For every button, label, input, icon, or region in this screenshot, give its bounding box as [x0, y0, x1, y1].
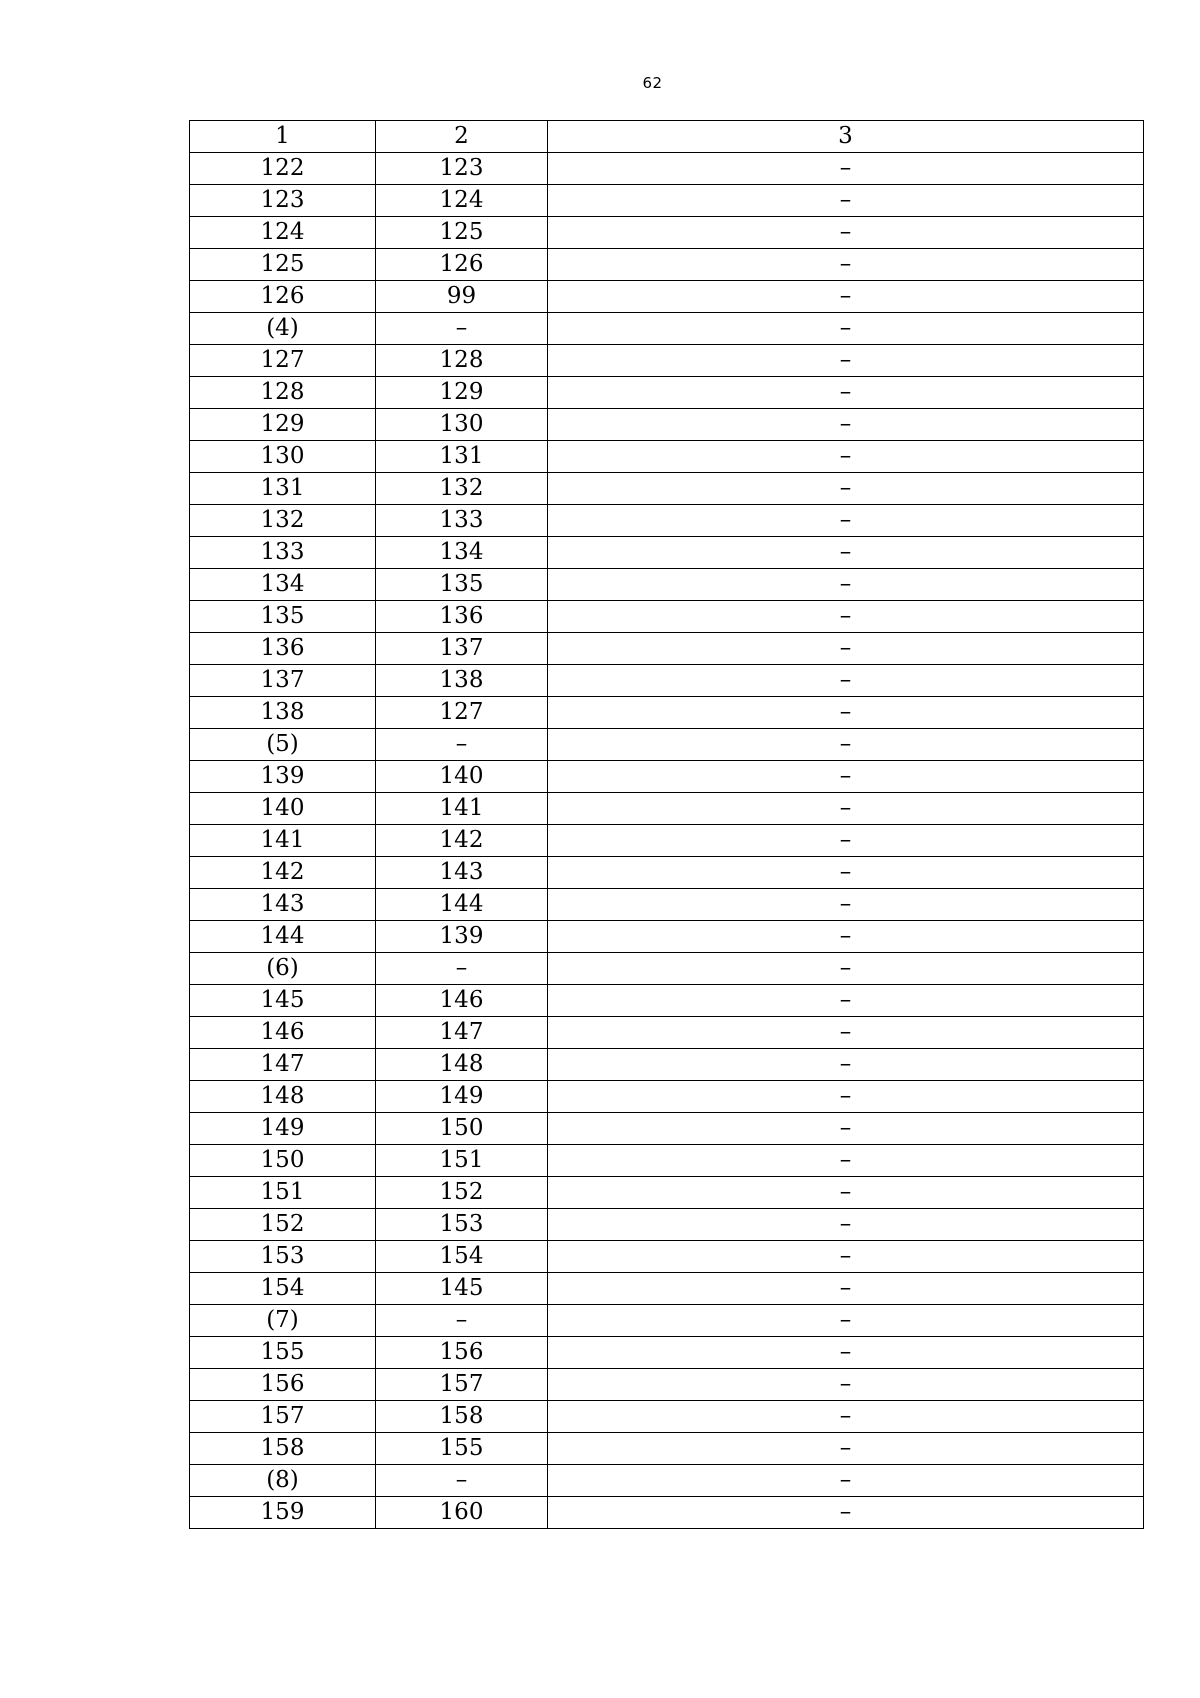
table-row	[190, 1273, 1144, 1305]
table-cell: 145	[190, 985, 376, 1017]
table-cell: 160	[376, 1497, 548, 1529]
table-cell: 133	[376, 505, 548, 537]
table-cell: –	[548, 377, 1144, 409]
table-row	[190, 953, 1144, 985]
table-cell: 140	[376, 761, 548, 793]
table-cell: –	[548, 921, 1144, 953]
table-row	[190, 217, 1144, 249]
table-cell: 134	[190, 569, 376, 601]
table-row	[190, 825, 1144, 857]
table-cell: 156	[376, 1337, 548, 1369]
table-cell: 139	[376, 921, 548, 953]
table-cell: 159	[190, 1497, 376, 1529]
table-row	[190, 377, 1144, 409]
table-cell: 137	[190, 665, 376, 697]
table-cell: 129	[376, 377, 548, 409]
table-cell: 132	[376, 473, 548, 505]
table-cell: 139	[190, 761, 376, 793]
table-cell: –	[548, 441, 1144, 473]
table-cell: 148	[190, 1081, 376, 1113]
table-cell: 158	[376, 1401, 548, 1433]
table-row	[190, 1241, 1144, 1273]
table-cell: –	[548, 1369, 1144, 1401]
table-cell: 141	[376, 793, 548, 825]
table-cell: –	[548, 569, 1144, 601]
table-row	[190, 249, 1144, 281]
table-row	[190, 793, 1144, 825]
table-cell: (8)	[190, 1465, 376, 1497]
table-cell: 146	[190, 1017, 376, 1049]
table-cell: 133	[190, 537, 376, 569]
table-cell: –	[548, 1401, 1144, 1433]
table-row	[190, 409, 1144, 441]
table-cell: 151	[190, 1177, 376, 1209]
table-cell: 148	[376, 1049, 548, 1081]
table-cell: 149	[376, 1081, 548, 1113]
table-cell: (6)	[190, 953, 376, 985]
table-cell: –	[376, 1305, 548, 1337]
table-cell: 124	[376, 185, 548, 217]
table-cell: 125	[190, 249, 376, 281]
table-cell: 147	[376, 1017, 548, 1049]
table-cell: 143	[190, 889, 376, 921]
table-cell: 129	[190, 409, 376, 441]
table-cell: –	[548, 473, 1144, 505]
table-cell: –	[548, 1465, 1144, 1497]
table-cell: –	[548, 537, 1144, 569]
table-cell: 155	[190, 1337, 376, 1369]
table-cell: 122	[190, 153, 376, 185]
table-cell: –	[376, 953, 548, 985]
table-cell: –	[548, 345, 1144, 377]
table-cell: 143	[376, 857, 548, 889]
table-cell: 145	[376, 1273, 548, 1305]
table-cell: –	[548, 1497, 1144, 1529]
table-row	[190, 1305, 1144, 1337]
table-cell: –	[376, 729, 548, 761]
table-cell: –	[548, 409, 1144, 441]
data-table	[189, 120, 1144, 1529]
table-row	[190, 729, 1144, 761]
table-cell: 138	[376, 665, 548, 697]
table-cell: (5)	[190, 729, 376, 761]
table-row	[190, 1337, 1144, 1369]
table-cell: –	[548, 857, 1144, 889]
table-row	[190, 1177, 1144, 1209]
table-cell: 128	[376, 345, 548, 377]
table-cell: –	[548, 1209, 1144, 1241]
table-cell: –	[548, 985, 1144, 1017]
table-cell: –	[548, 633, 1144, 665]
table-row	[190, 345, 1144, 377]
table-cell: 136	[376, 601, 548, 633]
table-row	[190, 633, 1144, 665]
table-cell: –	[548, 953, 1144, 985]
table-cell: 130	[376, 409, 548, 441]
table-cell: –	[548, 1017, 1144, 1049]
table-cell: 138	[190, 697, 376, 729]
table-row	[190, 921, 1144, 953]
table-cell: 125	[376, 217, 548, 249]
table-cell: (4)	[190, 313, 376, 345]
table-cell: 150	[376, 1113, 548, 1145]
table-cell: 126	[190, 281, 376, 313]
table-row	[190, 1401, 1144, 1433]
table-cell: –	[548, 153, 1144, 185]
column-header: 2	[376, 121, 548, 153]
table-cell: 128	[190, 377, 376, 409]
table-cell: –	[548, 1337, 1144, 1369]
table-row	[190, 153, 1144, 185]
table-cell: 134	[376, 537, 548, 569]
table-cell: –	[548, 729, 1144, 761]
table-cell: 152	[190, 1209, 376, 1241]
table-cell: –	[548, 313, 1144, 345]
table-row	[190, 1433, 1144, 1465]
table-row	[190, 1113, 1144, 1145]
table-cell: 157	[376, 1369, 548, 1401]
table-row	[190, 473, 1144, 505]
table-row	[190, 1497, 1144, 1529]
table-cell: –	[548, 1273, 1144, 1305]
table-cell: 152	[376, 1177, 548, 1209]
table-cell: –	[548, 249, 1144, 281]
table-cell: –	[548, 505, 1144, 537]
column-header: 3	[548, 121, 1144, 153]
table-cell: 149	[190, 1113, 376, 1145]
table-cell: –	[548, 793, 1144, 825]
table-cell: –	[548, 1049, 1144, 1081]
table-cell: –	[548, 665, 1144, 697]
table-cell: –	[548, 697, 1144, 729]
table-cell: 131	[376, 441, 548, 473]
table-cell: 99	[376, 281, 548, 313]
table-cell: –	[548, 185, 1144, 217]
table-body	[190, 121, 1144, 1529]
table-cell: 135	[190, 601, 376, 633]
table-cell: 153	[190, 1241, 376, 1273]
table-cell: 157	[190, 1401, 376, 1433]
table-row	[190, 313, 1144, 345]
table-cell: 142	[376, 825, 548, 857]
table-row	[190, 1145, 1144, 1177]
table-row	[190, 857, 1144, 889]
table-cell: (7)	[190, 1305, 376, 1337]
table-cell: 130	[190, 441, 376, 473]
table-cell: –	[548, 1113, 1144, 1145]
table-row	[190, 185, 1144, 217]
table-cell: –	[376, 1465, 548, 1497]
table-cell: 136	[190, 633, 376, 665]
table-cell: 146	[376, 985, 548, 1017]
table-cell: 151	[376, 1145, 548, 1177]
table-cell: –	[376, 313, 548, 345]
table-row	[190, 889, 1144, 921]
table-row	[190, 761, 1144, 793]
table-cell: –	[548, 1145, 1144, 1177]
table-cell: 155	[376, 1433, 548, 1465]
table-row	[190, 505, 1144, 537]
table-cell: 131	[190, 473, 376, 505]
table-row	[190, 1369, 1144, 1401]
table-row	[190, 441, 1144, 473]
table-cell: 153	[376, 1209, 548, 1241]
table-row	[190, 1465, 1144, 1497]
table-cell: 154	[376, 1241, 548, 1273]
table-cell: 126	[376, 249, 548, 281]
column-header: 1	[190, 121, 376, 153]
table-cell: 135	[376, 569, 548, 601]
table-row	[190, 569, 1144, 601]
table-cell: 147	[190, 1049, 376, 1081]
table-cell: –	[548, 217, 1144, 249]
table-cell: 158	[190, 1433, 376, 1465]
table-cell: 144	[190, 921, 376, 953]
table-cell: 132	[190, 505, 376, 537]
table-cell: –	[548, 761, 1144, 793]
table-cell: 144	[376, 889, 548, 921]
table-row	[190, 697, 1144, 729]
table-cell: 127	[190, 345, 376, 377]
table-cell: 156	[190, 1369, 376, 1401]
table-row	[190, 601, 1144, 633]
table-cell: 150	[190, 1145, 376, 1177]
table-row	[190, 281, 1144, 313]
table-cell: 124	[190, 217, 376, 249]
page-number: 62	[642, 74, 663, 92]
table-cell: 123	[190, 185, 376, 217]
table-cell: 141	[190, 825, 376, 857]
table-cell: –	[548, 1433, 1144, 1465]
table-cell: –	[548, 281, 1144, 313]
table-cell: –	[548, 889, 1144, 921]
table-cell: –	[548, 1177, 1144, 1209]
table-row	[190, 1209, 1144, 1241]
table-row	[190, 1017, 1144, 1049]
table-cell: –	[548, 1241, 1144, 1273]
table-row	[190, 665, 1144, 697]
table-cell: 140	[190, 793, 376, 825]
table-cell: 154	[190, 1273, 376, 1305]
table-cell: 137	[376, 633, 548, 665]
table-cell: –	[548, 1305, 1144, 1337]
table-row	[190, 1081, 1144, 1113]
table-header-row	[190, 121, 1144, 153]
table-cell: 123	[376, 153, 548, 185]
table-cell: 142	[190, 857, 376, 889]
table-row	[190, 1049, 1144, 1081]
table-row	[190, 985, 1144, 1017]
table-row	[190, 537, 1144, 569]
table-cell: –	[548, 601, 1144, 633]
table-cell: 127	[376, 697, 548, 729]
table-cell: –	[548, 1081, 1144, 1113]
table-cell: –	[548, 825, 1144, 857]
